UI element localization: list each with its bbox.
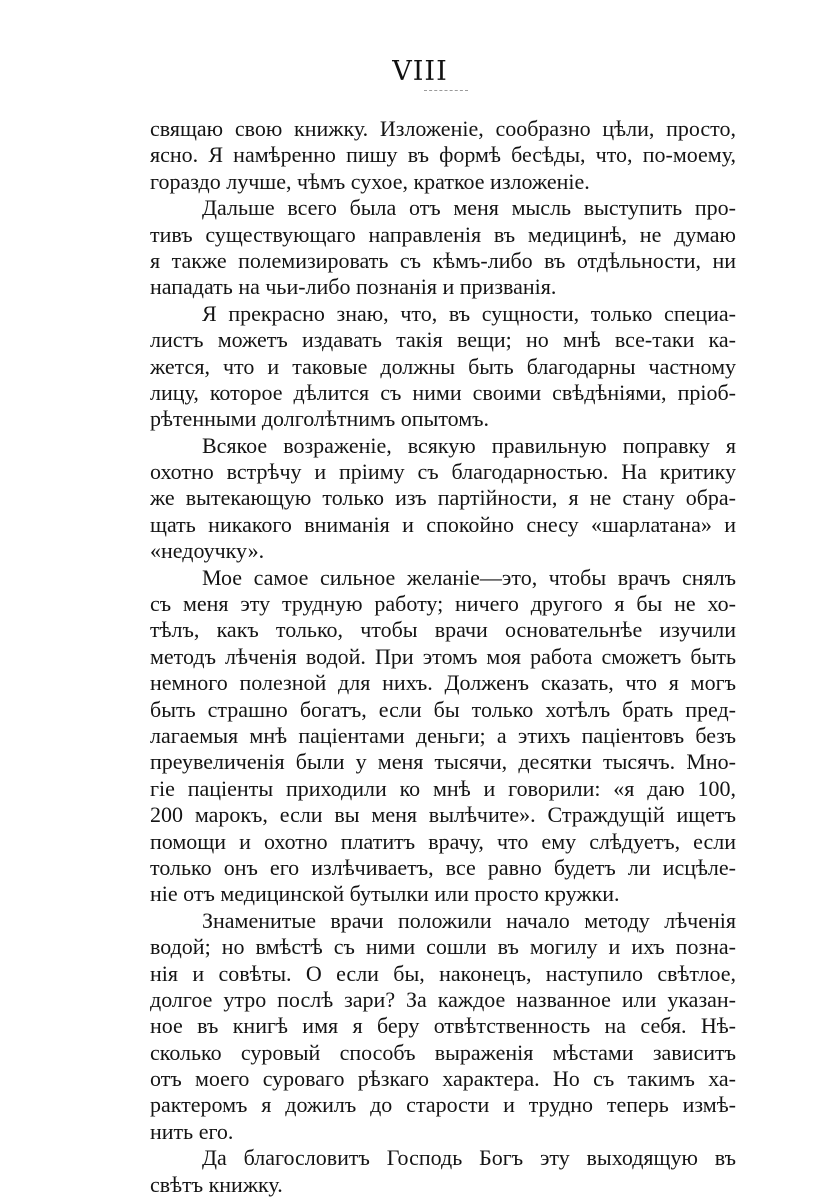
text-line: только онъ его излѣчиваетъ, все равно будетъ ли исцѣле- [150, 854, 736, 880]
text-line: нія и совѣты. О если бы, наконецъ, наступило свѣтлое, [150, 960, 736, 986]
text-line: ніе отъ медицинской бутылки или просто кружки. [150, 881, 620, 907]
text-line: жется, что и таковые должны быть благодарны частному [150, 353, 736, 379]
text-line: щать никакого вниманія и спокойно снесу «шарлатана» и [150, 511, 736, 537]
text-line: 200 марокъ, если вы меня вылѣчите». Страждущій ищетъ [150, 802, 736, 828]
text-line: немного полезной для нихъ. Долженъ сказать, что я могъ [150, 670, 736, 696]
text-line: сколько суровый способъ выраженія мѣстами зависитъ [150, 1039, 736, 1065]
text-line: свящаю свою книжку. Изложеніе, сообразно цѣли, просто, [150, 116, 736, 141]
text-line: Знаменитые врачи положили начало методу лѣченія [202, 907, 736, 933]
text-line: листъ можетъ издавать такія вещи; но мнѣ все-таки ка- [150, 327, 736, 353]
text-line: «недоучку». [150, 538, 265, 564]
text-line: съ меня эту трудную работу; ничего другого я бы не хо- [150, 591, 736, 617]
text-line: же вытекающую только изъ партійности, я не стану обра- [150, 485, 736, 511]
body-text [150, 116, 736, 1198]
text-line: Я прекрасно знаю, что, въ сущности, только специа- [202, 300, 736, 326]
text-line: лицу, которое дѣлится съ ними своими свѣдѣніями, пріоб- [150, 379, 736, 405]
paragraph [150, 433, 736, 565]
text-line: ясно. Я намѣренно пишу въ формѣ бесѣды, что, по-моему, [150, 142, 736, 168]
text-line: гораздо лучше, чѣмъ сухое, краткое изложеніе. [150, 168, 590, 194]
page-number: VIII [392, 56, 448, 87]
text-line: я также полемизировать съ кѣмъ-либо въ отдѣльности, ни [150, 247, 736, 273]
text-line: Дальше всего была отъ меня мысль выступить про- [202, 195, 736, 221]
header-rule [424, 90, 468, 91]
text-line: отъ моего суроваго рѣзкаго характера. Но съ такимъ ха- [150, 1066, 736, 1092]
text-line: рактеромъ я дожилъ до старости и трудно теперь измѣ- [150, 1092, 736, 1118]
text-line: нить его. [150, 1118, 234, 1144]
text-line: помощи и охотно платитъ врачу, что ему слѣдуетъ, если [150, 828, 736, 854]
text-line: гіе паціенты приходили ко мнѣ и говорили: «я даю 100, [150, 775, 736, 801]
paragraph [150, 1145, 736, 1198]
text-line: Мое самое сильное желаніе—это, чтобы врачъ снялъ [202, 564, 736, 590]
paragraph [150, 195, 736, 301]
text-line: преувеличенія были у меня тысячи, десятки тысячъ. Мно- [150, 749, 736, 775]
text-line: Всякое возраженіе, всякую правильную поправку я [202, 432, 736, 458]
text-line: свѣтъ книжку. [150, 1171, 283, 1197]
paragraph [150, 301, 736, 433]
paragraph [150, 116, 736, 195]
text-line: рѣтенными долголѣтнимъ опытомъ. [150, 406, 490, 432]
text-line: долгое утро послѣ зари? За каждое названное или указан- [150, 986, 736, 1012]
text-line: тивъ существующаго направленія въ медицинѣ, не думаю [150, 221, 736, 247]
paragraph [150, 565, 736, 908]
text-line: Да благословитъ Господь Богъ эту выходящую въ [202, 1145, 736, 1171]
text-line: тѣлъ, какъ только, чтобы врачи основательнѣе изучили [150, 617, 736, 643]
text-line: охотно встрѣчу и пріиму съ благодарностью. На критику [150, 459, 736, 485]
text-line: быть страшно богатъ, если бы только хотѣлъ брать пред- [150, 696, 736, 722]
text-line: ное въ книгѣ имя я беру отвѣтственность на себя. Нѣ- [150, 1013, 736, 1039]
text-line: водой; но вмѣстѣ съ ними сошли въ могилу и ихъ позна- [150, 934, 736, 960]
text-line: лагаемыя мнѣ паціентами деньги; а этихъ паціентовъ безъ [150, 722, 736, 748]
paragraph [150, 908, 736, 1146]
text-line: методъ лѣченія водой. При этомъ моя работа сможетъ быть [150, 643, 736, 669]
text-line: нападать на чьи-либо познанія и призванія. [150, 274, 557, 300]
